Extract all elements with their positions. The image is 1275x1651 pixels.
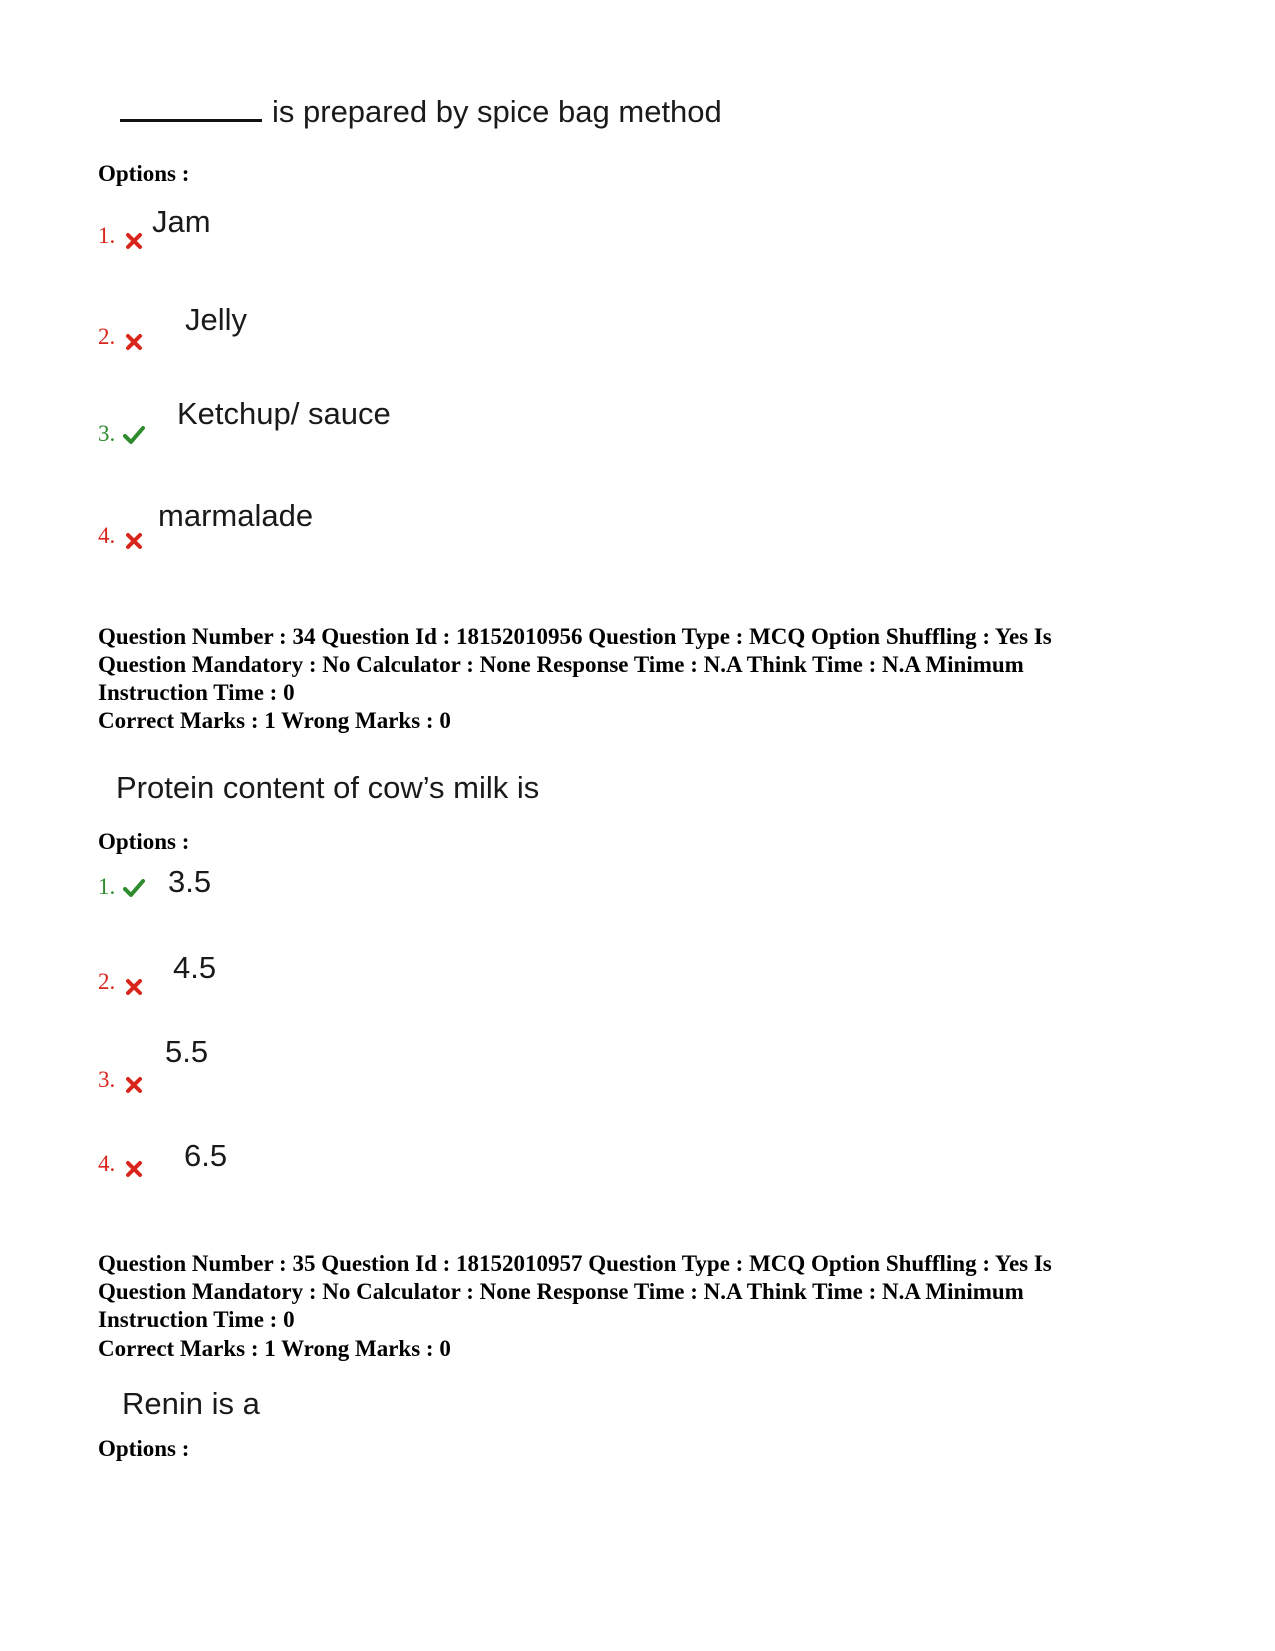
option-text: 6.5 [184, 1138, 228, 1173]
question-34-meta: Question Number : 34 Question Id : 18152010956 Question Type : MCQ Option Shuffling : Yes Is Question Mandatory : No Calculator : None Response Time : N.A Think Time : N.A Minimum Instruction Time : 0 [98, 624, 1052, 705]
cross-icon [124, 231, 144, 251]
options-heading: Options : [98, 1436, 190, 1461]
option-text: marmalade [158, 498, 314, 533]
option-text: Jam [152, 204, 211, 239]
option-text: Jelly [185, 302, 248, 337]
option-number: 2. [98, 324, 116, 349]
option-number: 1. [98, 223, 116, 248]
cross-icon [124, 1159, 144, 1179]
check-icon [122, 424, 146, 446]
option-number: 4. [98, 523, 116, 548]
option-number: 3. [98, 1067, 116, 1092]
question-35-marks: Correct Marks : 1 Wrong Marks : 0 [98, 1336, 451, 1361]
option-text: 4.5 [173, 950, 217, 985]
question-35-text: Renin is a [122, 1386, 260, 1421]
option-number: 2. [98, 969, 116, 994]
question-34-text: Protein content of cow’s milk is [116, 770, 540, 805]
question-33-text-label: is prepared by spice bag method [272, 94, 722, 129]
option-number: 1. [98, 874, 116, 899]
question-35-meta: Question Number : 35 Question Id : 18152010957 Question Type : MCQ Option Shuffling : Yes Is Question Mandatory : No Calculator : None Response Time : N.A Think Time : N.A Minimum Instruction Time : 0 [98, 1251, 1052, 1332]
option-text: 5.5 [165, 1034, 209, 1069]
option-text: 3.5 [168, 864, 212, 899]
check-icon [122, 877, 146, 899]
cross-icon [124, 332, 144, 352]
option-number: 3. [98, 421, 116, 446]
fill-in-blank [120, 97, 262, 122]
cross-icon [124, 977, 144, 997]
question-34-marks: Correct Marks : 1 Wrong Marks : 0 [98, 708, 451, 733]
option-number: 4. [98, 1151, 116, 1176]
options-heading: Options : [98, 829, 190, 854]
option-text: Ketchup/ sauce [177, 396, 391, 431]
question-33-text [120, 94, 722, 130]
options-heading: Options : [98, 161, 190, 186]
cross-icon [124, 1075, 144, 1095]
cross-icon [124, 531, 144, 551]
